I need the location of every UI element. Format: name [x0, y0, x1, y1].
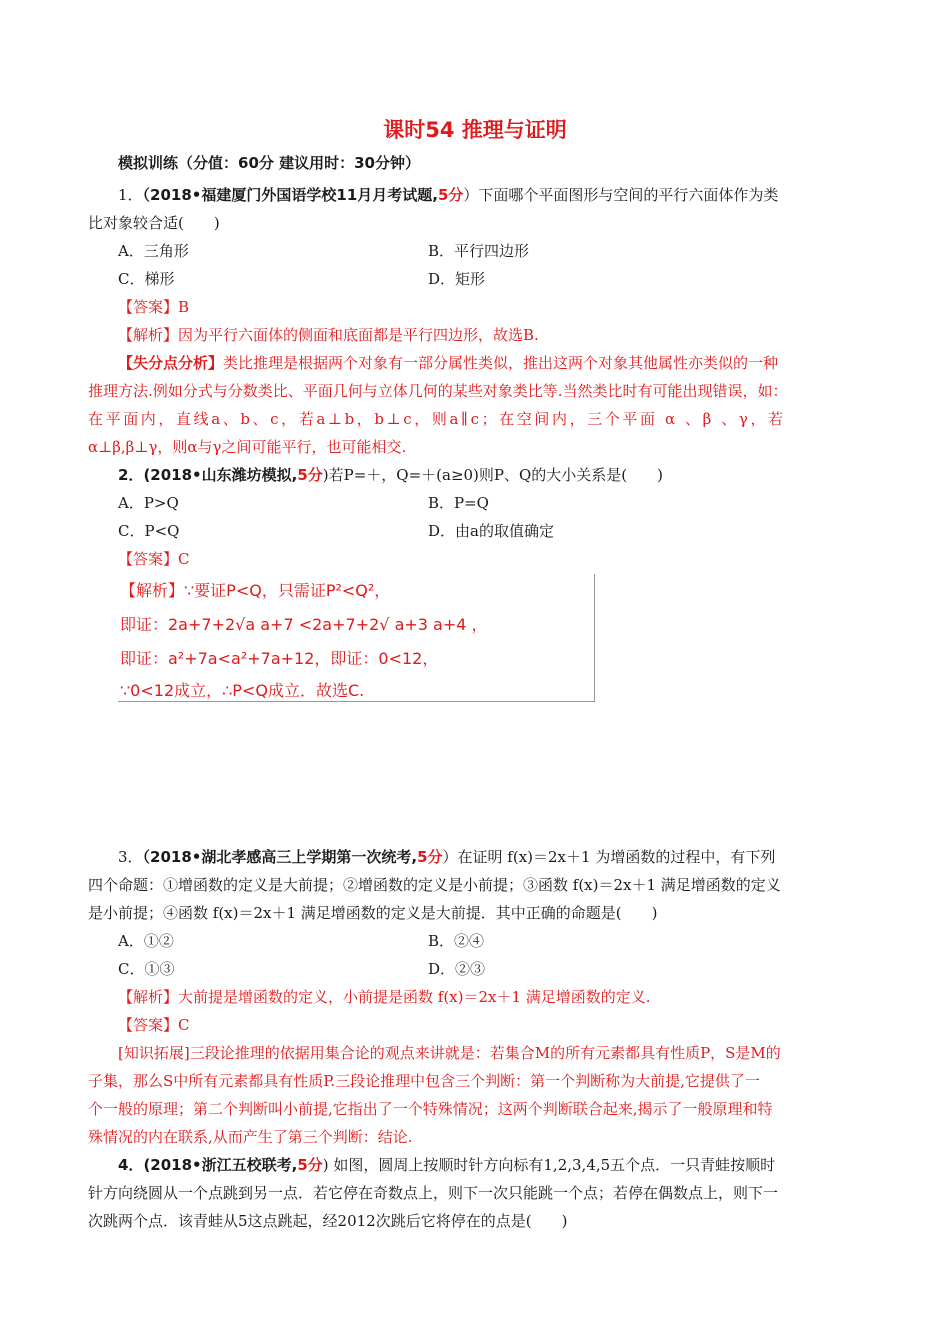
page-title: 课时54 推理与证明	[383, 118, 567, 142]
question-3-score: 5分	[417, 848, 443, 866]
question-4-stem-line2: 针方向绕圆从一个点跳到另一点．若它停在奇数点上，则下一次只能跳一个点；若停在偶数点上，则下一	[88, 1184, 779, 1202]
question-1-stem	[118, 184, 778, 206]
question-4-stem-text: ) 如图，圆周上按顺时针方向标有1,2,3,4,5五个点．一只青蛙按顺时	[322, 1156, 776, 1174]
question-3-stem-line2: 四个命题：①增函数的定义是大前提；②增函数的定义是小前提；③函数 f(x)＝2x＋1 满足增函数的定义	[88, 876, 781, 894]
question-1-loss-analysis	[118, 352, 778, 374]
question-3-option-c: C．①③	[118, 960, 175, 978]
question-4-score: 5分	[297, 1156, 323, 1174]
question-1-option-b: B．平行四边形	[428, 242, 530, 260]
question-2-number: 2．	[118, 466, 144, 484]
question-4-number: 4．	[118, 1156, 144, 1174]
question-2-stem	[118, 464, 663, 486]
knowledge-extension-line3: 个一般的原理；第二个判断叫小前提,它指出了一个特殊情况；这两个判断联合起来,揭示了一般原理和特	[88, 1100, 773, 1118]
loss-analysis-label: 【失分点分析】	[118, 354, 224, 372]
loss-analysis-line2: 推理方法.例如分式与分数类比、平面几何与立体几何的某些对象类比等.当然类比时有可能出现错误，如：	[88, 382, 788, 400]
question-1-option-d: D．矩形	[428, 270, 486, 288]
question-1-stem-text: ）下面哪个平面图形与空间的平行六面体作为类	[463, 186, 779, 204]
solution-line2: 即证：2a+7+2√a a+7 <2a+7+2√ a+3 a+4 ，	[120, 615, 488, 634]
question-3-stem-line3: 是小前提；④函数 f(x)＝2x＋1 满足增函数的定义是大前提．其中正确的命题是( )	[88, 904, 658, 922]
question-2-option-c: C．P<Q	[118, 522, 180, 540]
question-3-option-d: D．②③	[428, 960, 486, 978]
question-3-source: （2018•湖北孝感高三上学期第一次统考,	[142, 848, 418, 866]
question-2-option-d: D．由a的取值确定	[428, 522, 554, 540]
question-2-option-b: B．P=Q	[428, 494, 489, 512]
question-1-stem-line2: 比对象较合适( )	[88, 214, 220, 232]
question-2-answer: 【答案】C	[118, 550, 190, 568]
loss-analysis-line1: 类比推理是根据两个对象有一部分属性类似，推出这两个对象其他属性亦类似的一种	[223, 354, 779, 372]
loss-analysis-line3: 在平面内，直线a、b、c，若a⊥b，b⊥c，则a∥c；在空间内，三个平面 α 、β 、γ，若	[88, 410, 786, 428]
question-3-answer: 【答案】C	[118, 1016, 190, 1034]
question-1-answer: 【答案】B	[118, 298, 190, 316]
question-4-stem	[118, 1154, 775, 1176]
solution-line3: 即证：a²+7a<a²+7a+12，即证：0<12，	[120, 649, 439, 668]
question-1-number: 1．	[118, 186, 143, 204]
question-2-source: (2018•山东潍坊模拟,	[143, 466, 298, 484]
question-3-option-b: B．②④	[428, 932, 485, 950]
solution-line4: ∵0<12成立，∴P<Q成立．故选C.	[120, 681, 365, 700]
knowledge-extension-line1: [知识拓展]三段论推理的依据用集合论的观点来讲就是：若集合M的所有元素都具有性质P，S是M的	[118, 1044, 781, 1062]
knowledge-extension-line2: 子集，那么S中所有元素都具有性质P.三段论推理中包含三个判断：第一个判断称为大前提,它提供了一	[88, 1072, 760, 1090]
question-3-stem	[118, 846, 775, 868]
question-3-number: 3．	[118, 848, 143, 866]
section-header: 模拟训练（分值：60分 建议用时：30分钟）	[118, 154, 420, 172]
question-2-solution-image	[118, 574, 595, 702]
question-1-option-c: C．梯形	[118, 270, 175, 288]
question-3-option-a: A．①②	[118, 932, 174, 950]
question-1-analysis: 【解析】因为平行六面体的侧面和底面都是平行四边形，故选B.	[118, 326, 539, 344]
solution-line1: 【解析】∵要证P<Q，只需证P²<Q²，	[120, 581, 391, 600]
question-1-option-a: A．三角形	[118, 242, 189, 260]
question-2-stem-text: )若P=＋，Q=＋(a≥0)则P、Q的大小关系是( )	[322, 466, 663, 484]
question-2-score: 5分	[297, 466, 323, 484]
question-2-option-a: A．P>Q	[118, 494, 179, 512]
question-3-stem-text: ）在证明 f(x)＝2x＋1 为增函数的过程中，有下列	[442, 848, 776, 866]
loss-analysis-line4: α⊥β,β⊥γ，则α与γ之间可能平行，也可能相交.	[88, 438, 407, 456]
question-1-source: （2018•福建厦门外国语学校11月月考试题,	[142, 186, 438, 204]
question-1-score: 5分	[437, 186, 464, 204]
question-4-source: (2018•浙江五校联考,	[143, 1156, 298, 1174]
knowledge-extension-line4: 殊情况的内在联系,从而产生了第三个判断：结论.	[88, 1128, 413, 1146]
question-4-stem-line3: 次跳两个点．该青蛙从5这点跳起，经2012次跳后它将停在的点是( )	[88, 1212, 568, 1230]
question-3-analysis: 【解析】大前提是增函数的定义，小前提是函数 f(x)＝2x＋1 满足增函数的定义.	[118, 988, 651, 1006]
